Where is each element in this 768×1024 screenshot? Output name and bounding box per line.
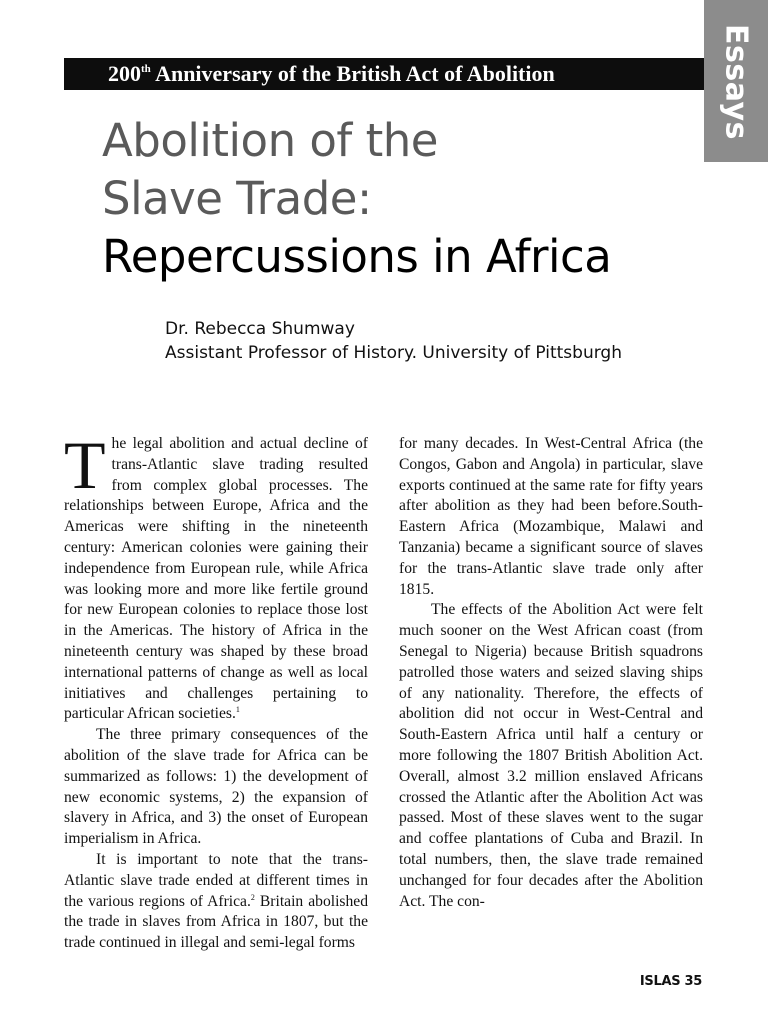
banner-ordinal: th [141, 63, 151, 75]
paragraph-3-text-b: Britain abolished the trade in slaves from Africa in 1807, but the trade continued in illegal and semi-legal forms [64, 892, 368, 952]
footnote-marker-1: 1 [235, 705, 240, 715]
paragraph-1 [64, 427, 368, 725]
paragraph-3-text-c: South-Eastern Africa (Mozambique, Malawi and Tanzania) became a significant source of slaves for the trans-Atlantic slave trade only after 1815. [399, 497, 703, 598]
paragraph-3-continued [399, 434, 703, 600]
anniversary-banner [64, 58, 704, 90]
paragraph-1-text: he legal abolition and actual decline of trans-Atlantic slave trading resulted from complex global processes. The relationships between Europe, Africa and the Americas were shifting in the nineteenth century: American colonies were gaining their independence from European rule, while Africa was looking more and more like fertile ground for new European colonies to replace those lost in the Americas. The history of Africa in the nineteenth century was shaped by these broad international patterns of change as well as local initiatives and challenges pertaining to particular African societies. [64, 435, 368, 723]
drop-cap: T [64, 427, 106, 503]
paragraph-4: The effects of the Abolition Act were felt much sooner on the West African coast (from Senegal to Nigeria) because British squadrons patrolled those waters and seized slaving ships of any nationality. Therefore, the effects of abolition did not occur in West-Central and South-Eastern Africa until half a century or more following the 1807 British Abolition Act. Overall, almost 3.2 million enslaved Africans crossed the Atlantic after the Abolition Act was passed. Most of these slaves went to the sugar and coffee plantations of Cuba and Brazil. In total numbers, then, the slave trade remained unchanged for four decades after the Abolition Act. The con- [399, 601, 703, 910]
title-line-3: Repercussions in Africa [102, 230, 612, 283]
text-column-left [64, 427, 368, 954]
article-title [102, 112, 611, 286]
footnote-marker-2: 2 [250, 892, 255, 902]
page-folio: ISLAS 35 [639, 974, 702, 989]
title-line-1: Abolition of the [102, 114, 438, 167]
author-block [165, 317, 622, 365]
title-line-2: Slave Trade: [102, 172, 372, 225]
section-tab-label: Essays [718, 24, 754, 140]
banner-number: 200 [108, 61, 141, 86]
paragraph-3-text-b: for many decades. In West-Central Africa (the Congos, Gabon and Angola) in particular, slave exports continued at the same rate for fifty years after abolition as they had been before. [399, 435, 703, 515]
paragraph-3 [64, 850, 368, 954]
author-affiliation: Assistant Professor of History. University of Pittsburgh [165, 343, 622, 363]
banner-text: Anniversary of the British Act of Abolition [150, 61, 555, 86]
author-name: Dr. Rebecca Shumway [165, 319, 355, 339]
paragraph-2: The three primary consequences of the abolition of the slave trade for Africa can be summarized as follows: 1) the development of new economic systems, 2) the expansion of slavery in Africa, and 3) the onset of European imperialism in Africa. [64, 726, 368, 848]
text-column-right [399, 434, 703, 912]
paragraph-3-text-a: It is important to note that the trans-Atlantic slave trade ended at different times in the various regions of Africa. [64, 850, 368, 910]
section-tab [704, 0, 768, 162]
